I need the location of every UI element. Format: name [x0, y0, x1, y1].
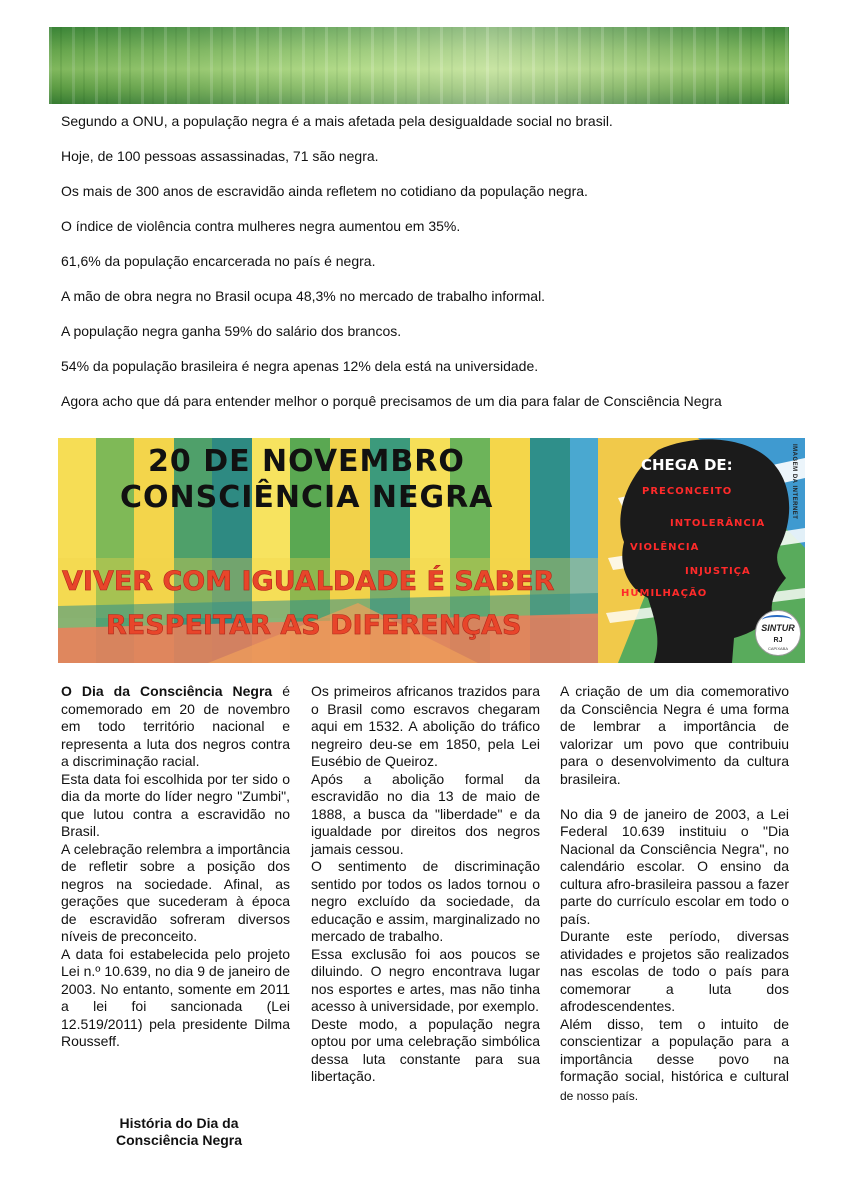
poster-chega-label: CHEGA DE: — [641, 456, 733, 474]
sintur-logo — [755, 610, 801, 656]
poster-word: PRECONCEITO — [642, 486, 733, 497]
paragraph: Os primeiros africanos trazidos para o Brasil como escravos chegaram aqui em 1532. A abolição do tráfico negreiro deu-se em 1850, pela Lei Eusébio de Queiroz. — [311, 683, 540, 769]
consciencia-negra-poster — [58, 438, 805, 663]
stat-conclusion: Agora acho que dá para entender melhor o porquê precisamos de um dia para falar de Consciência Negra — [61, 393, 722, 409]
section-heading: História do Dia da Consciência Negra — [115, 1115, 243, 1148]
poster-title: CONSCIÊNCIA NEGRA — [120, 480, 494, 515]
logo-sub: CAPIXABA — [767, 646, 788, 651]
paragraph: Durante este período, diversas atividades e projetos são realizados nas escolas de todo o país para comemorar a luta dos afrodescendentes. — [560, 928, 789, 1014]
statistics-list — [61, 112, 791, 427]
logo-name: SINTUR — [761, 623, 795, 633]
paragraph: O sentimento de discriminação sentido por todos os lados tornou o negro excluído da sociedade, da educação e assim, marginalizado no mercado de trabalho. — [311, 858, 540, 944]
poster-slogan-line2: RESPEITAR AS DIFERENÇAS — [106, 610, 522, 641]
stat-line: 61,6% da população encarcerada no país é negra. — [61, 253, 376, 269]
stat-line: Hoje, de 100 pessoas assassinadas, 71 são negra. — [61, 148, 379, 164]
poster-word: VIOLÊNCIA — [630, 542, 700, 553]
paragraph-spacer — [560, 788, 789, 806]
paragraph: Após a abolição formal da escravidão no dia 13 de maio de 1888, a busca da "liberdade" e da igualdade por direitos dos negros jamais cessou. — [311, 770, 540, 857]
header-banner-image — [49, 27, 789, 104]
paragraph — [61, 683, 290, 771]
article-column-right — [560, 683, 789, 1105]
paragraph: No dia 9 de janeiro de 2003, a Lei Federal 10.639 instituiu o "Dia Nacional da Consciência Negra", no calendário escolar. O ensino da cultura afro-brasileira passou a fazer parte do currículo escolar em todo o país. — [560, 805, 789, 927]
paragraph: A celebração relembra a importância de refletir sobre a posição dos negros na sociedade. Afinal, as gerações que sucederam à época de escravidão sofreram diversos níveis de preconceito. — [61, 840, 290, 944]
paragraph: Esta data foi escolhida por ter sido o dia da morte do líder negro "Zumbi", que lutou contra a escravidão no Brasil. — [61, 770, 290, 839]
poster-slogan-line1: VIVER COM IGUALDADE É SABER — [62, 566, 555, 597]
poster-title-date: 20 DE NOVEMBRO — [148, 444, 465, 479]
article-column-middle — [311, 683, 540, 1086]
paragraph: Essa exclusão foi aos poucos se diluindo. O negro encontrava lugar nos esportes e artes, mas não tinha acesso à universidade, por exemplo. — [311, 945, 540, 1014]
paragraph: A data foi estabelecida pelo projeto Lei n.º 10.639, no dia 9 de janeiro de 2003. No entanto, somente em 2011 a lei foi sancionada (Lei 12.519/2011) pela presidente Dilma Rousseff. — [61, 945, 290, 1049]
paragraph — [560, 1016, 789, 1106]
paragraph: Deste modo, a população negra optou por uma celebração simbólica dessa luta constante para sua libertação. — [311, 1015, 540, 1084]
article-column-left — [61, 683, 290, 1051]
paragraph: A criação de um dia comemorativo da Consciência Negra é uma forma de lembrar a importância de valorizar um povo que contribuiu para o desenvolvimento da cultura brasileira. — [560, 683, 789, 787]
poster-word: INJUSTIÇA — [685, 566, 751, 577]
lead-text: é comemorado em 20 de novembro em todo território nacional e representa a luta dos negros contra a discriminação racial. — [61, 683, 290, 769]
stat-line: O índice de violência contra mulheres negra aumentou em 35%. — [61, 218, 461, 234]
stat-line: A mão de obra negra no Brasil ocupa 48,3% no mercado de trabalho informal. — [61, 288, 546, 304]
poster-image-credit: IMAGEM DA INTERNET — [791, 444, 797, 520]
lead-bold: O Dia da Consciência Negra — [61, 683, 273, 699]
poster-word: HUMILHAÇÃO — [621, 588, 708, 599]
stat-line: A população negra ganha 59% do salário dos brancos. — [61, 323, 402, 339]
stat-line: Segundo a ONU, a população negra é a mais afetada pela desigualdade social no brasil. — [61, 113, 613, 129]
paragraph-text: Além disso, tem o intuito de conscientizar a população para a importância desse povo na formação social, histórica e cultural — [560, 1015, 789, 1084]
paragraph-text-small: de nosso país. — [560, 1088, 639, 1103]
stat-line: Os mais de 300 anos de escravidão ainda refletem no cotidiano da população negra. — [61, 183, 588, 199]
poster-word: INTOLERÂNCIA — [670, 518, 766, 529]
stat-line: 54% da população brasileira é negra apenas 12% dela está na universidade. — [61, 358, 539, 374]
logo-state: RJ — [773, 637, 783, 644]
